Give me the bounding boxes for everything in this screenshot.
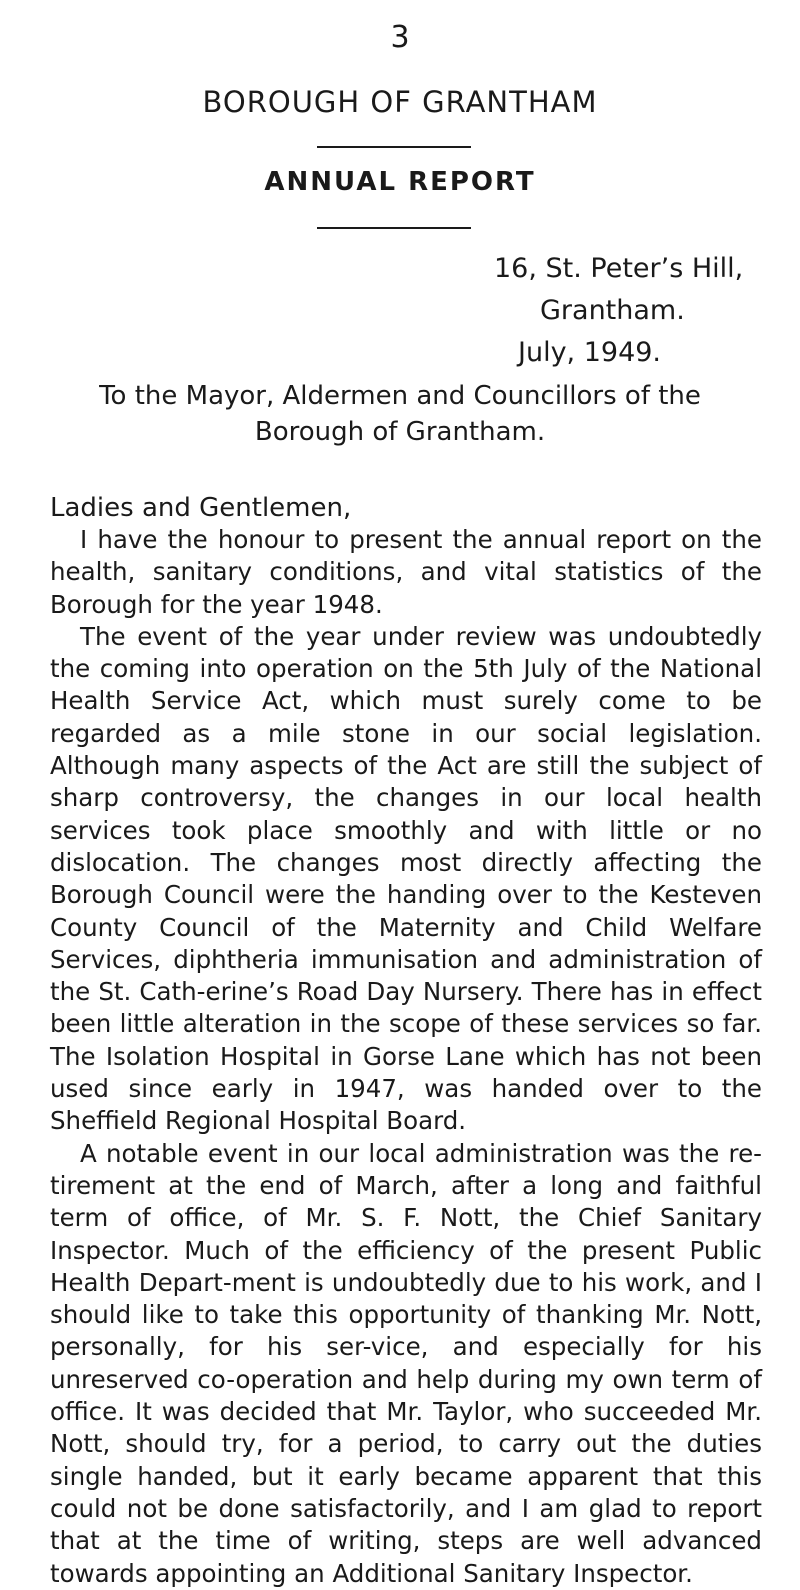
greeting: Ladies and Gentlemen, (50, 493, 352, 523)
addressee-line-1: To the Mayor, Aldermen and Councillors of the (99, 381, 701, 411)
address-line-town: Grantham. (540, 295, 685, 326)
address-line-date: July, 1949. (518, 337, 662, 368)
sender-address (490, 248, 780, 374)
addressee-line-2: Borough of Grantham. (254, 417, 546, 447)
paragraph-intro: I have the honour to present the annual report on the health, sanitary conditions, and vital statistics of the Borough for the year 1948. (50, 525, 762, 619)
paragraph-nhs-act: The event of the year under review was undoubtedly the coming into operation on the 5th July of the National Health Service Act, which must surely come to be regarded as a mile stone in our social legislation. Although many aspects of the Act are still the subject of sharp controversy, the changes in our local health services took place smoothly and with little or no dislocation. The changes most directly affecting the Borough Council were the handing over to the Kesteven County Council of the Maternity and Child Welfare Services, diphtheria immunisation and administration of the St. Cath-erine’s Road Day Nursery. There has in effect been little alteration in the scope of these services so far. The Isolation Hospital in Gorse Lane which has not been used since early in 1947, was handed over to the Sheffield Regional Hospital Board. (50, 621, 762, 1136)
divider-top (317, 146, 471, 148)
report-title: ANNUAL REPORT (264, 167, 536, 197)
divider-bottom (317, 227, 471, 229)
report-body (50, 524, 762, 1590)
borough-heading: BOROUGH OF GRANTHAM (202, 85, 598, 119)
address-line-street: 16, St. Peter’s Hill, (494, 253, 744, 284)
page-number: 3 (390, 20, 410, 55)
paragraph-retirement: A notable event in our local administration was the re-tirement at the end of March, after a long and faithful term of office, of Mr. S. F. Nott, the Chief Sanitary Inspector. Much of the efficiency of the present Public Health Depart-ment is undoubtedly due to his work, and I should like to take this opportunity of thanking Mr. Nott, personally, for his ser-vice, and especially for his unreserved co-operation and help during my own term of office. It was decided that Mr. Taylor, who succeeded Mr. Nott, should try, for a period, to carry out the duties single handed, but it early became apparent that this could not be done satisfactorily, and I am glad to report that at the time of writing, steps are well advanced towards appointing an Additional Sanitary Inspector. (50, 1138, 762, 1588)
addressee (0, 378, 800, 450)
